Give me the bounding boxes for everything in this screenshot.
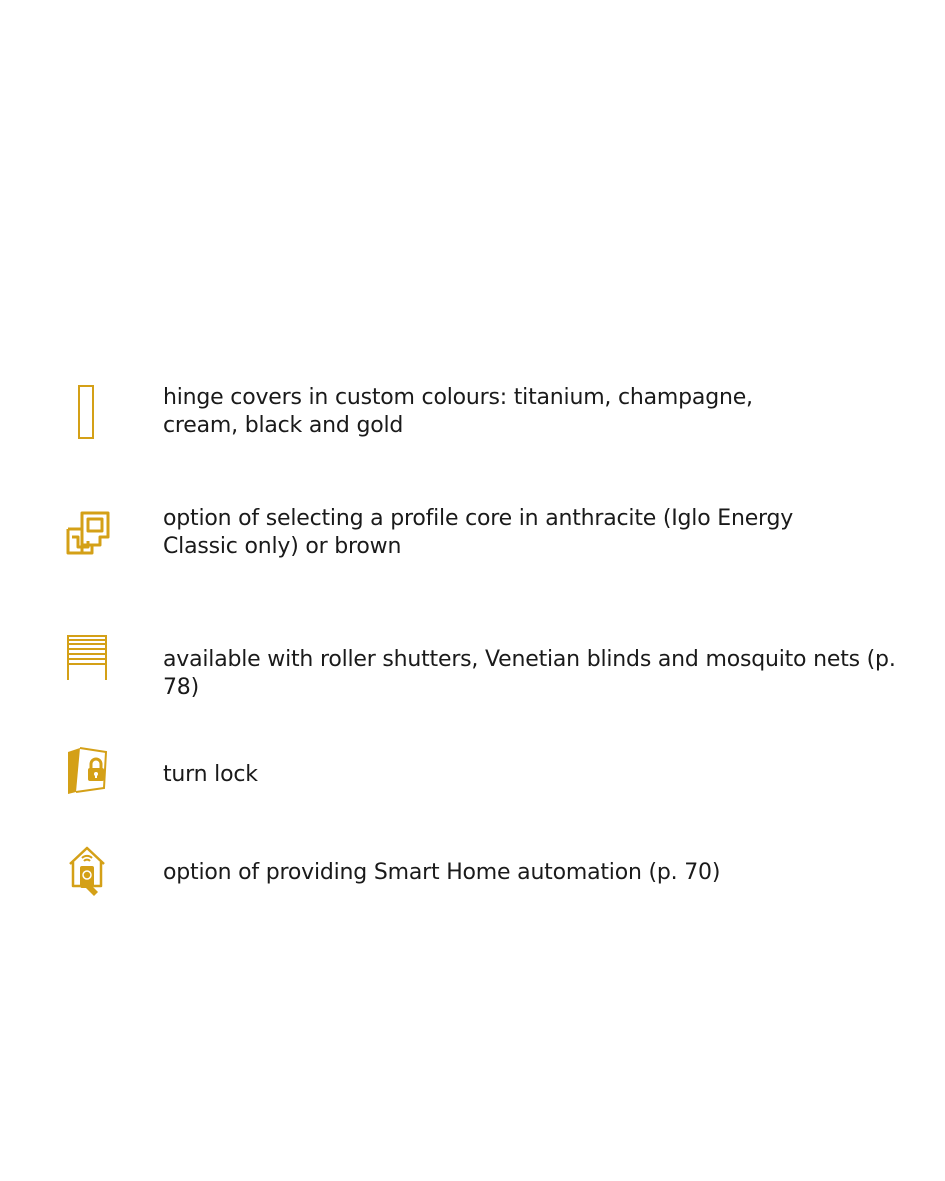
feature-text: hinge covers in custom colours: titanium, champagne, cream, black and gold xyxy=(163,385,753,438)
feature-text: available with roller shutters, Venetian blinds and mosquito nets (p. 78) xyxy=(163,647,896,700)
feature-text: option of selecting a profile core in anthracite (Iglo Energy Classic only) or brown xyxy=(163,506,794,559)
profile-core-icon xyxy=(62,507,114,559)
hinge-cover-icon xyxy=(66,382,106,440)
turn-lock-icon xyxy=(64,744,112,796)
feature-text: turn lock xyxy=(163,762,258,787)
roller-shutter-icon xyxy=(64,634,110,684)
feature-text: option of providing Smart Home automation (p. 70) xyxy=(163,860,721,885)
smart-home-icon xyxy=(64,842,110,900)
